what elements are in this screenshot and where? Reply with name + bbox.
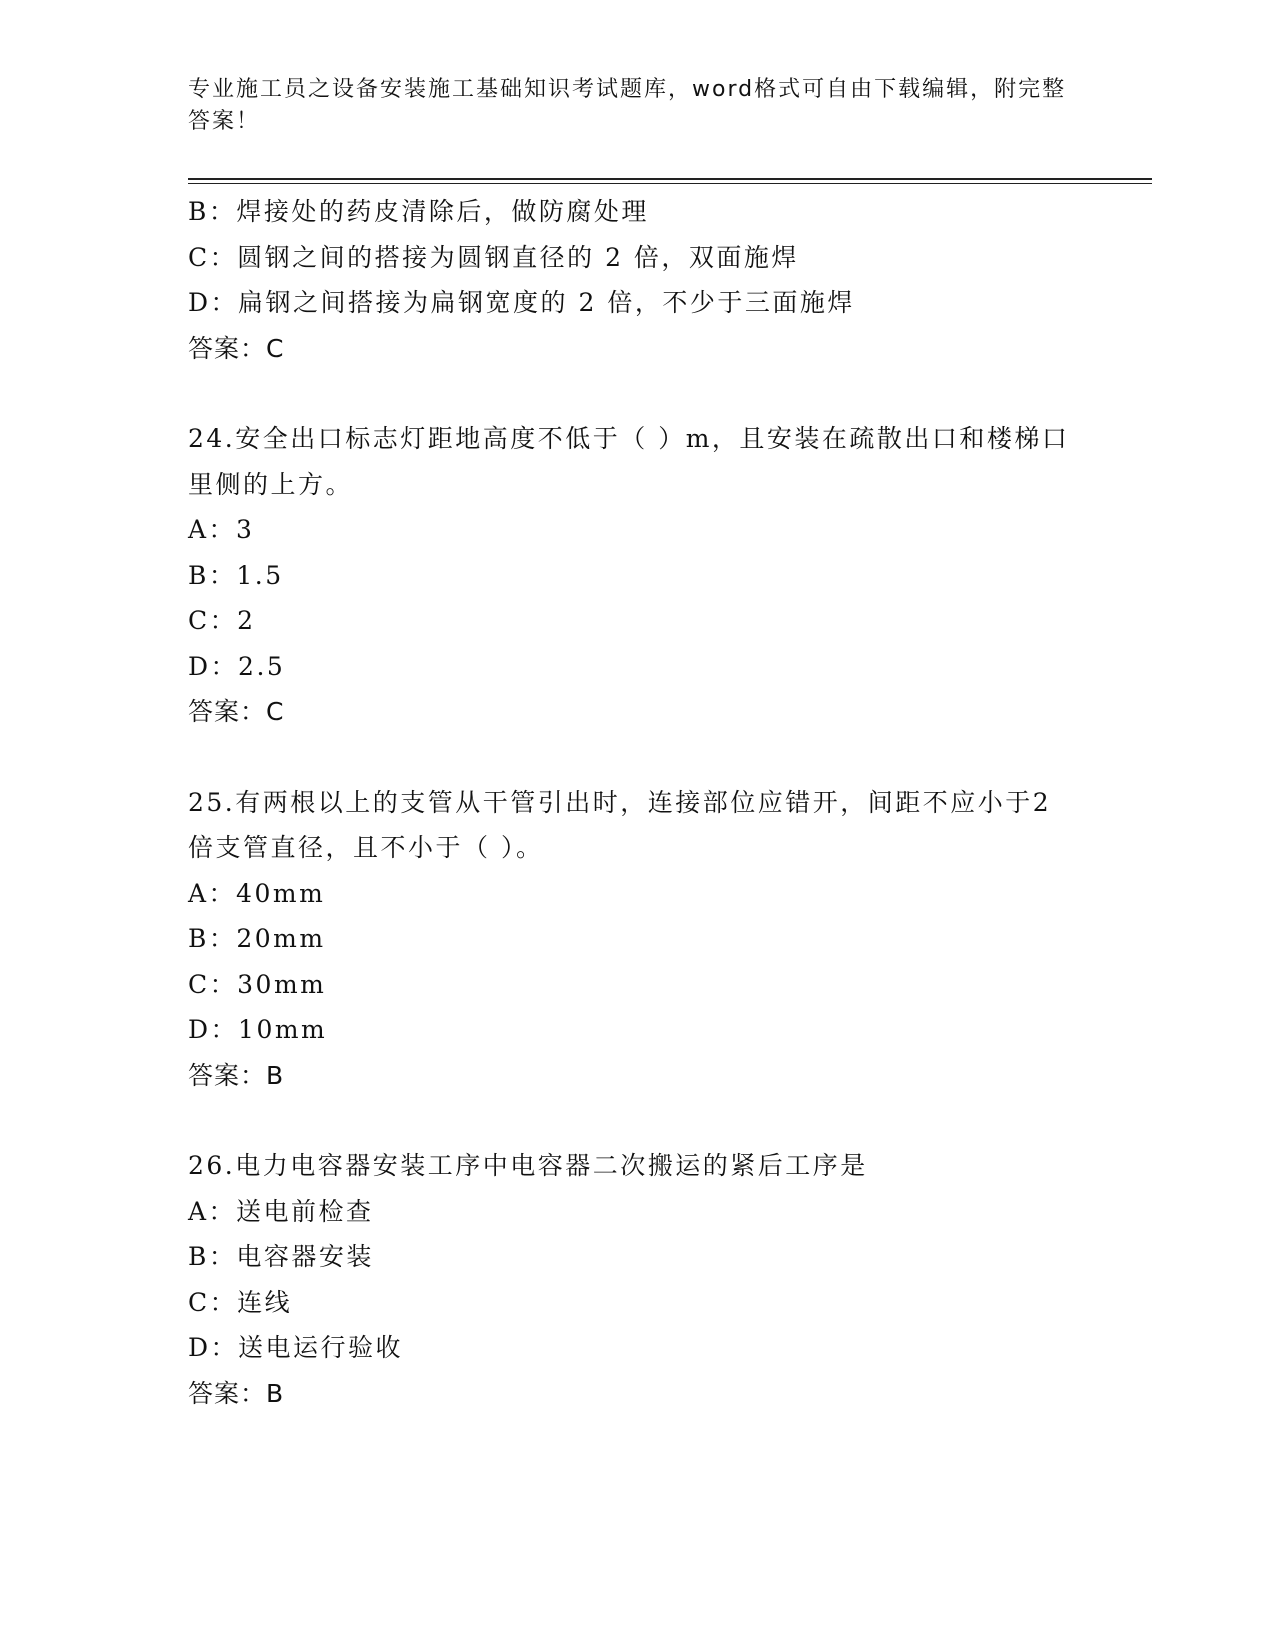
option-b: B：20mm — [188, 924, 326, 953]
answer-line: 答案：C — [188, 697, 285, 726]
spacer — [188, 1098, 1088, 1143]
option-d: D：2.5 — [188, 651, 286, 681]
answer-line: 答案：C — [188, 333, 285, 363]
option-b: B：电容器安装 — [188, 1242, 374, 1271]
option-a: A：送电前检查 — [188, 1196, 374, 1226]
option-c: C：圆钢之间的搭接为圆钢直径的 2 倍，双面施焊 — [188, 242, 799, 272]
question-24 — [188, 416, 1088, 735]
question-26 — [188, 1143, 1088, 1416]
spacer — [188, 371, 1088, 416]
option-b: B：1.5 — [188, 560, 284, 590]
question-stem: 26.电力电容器安装工序中电容器二次搬运的紧后工序是 — [188, 1151, 868, 1180]
option-a: A：40mm — [188, 878, 326, 908]
option-a: A：3 — [188, 515, 255, 544]
option-d: D：10mm — [188, 1015, 328, 1044]
header-rule-thick — [188, 178, 1152, 180]
option-c: C：30mm — [188, 969, 327, 999]
option-b: B：焊接处的药皮清除后，做防腐处理 — [188, 197, 649, 226]
option-c: C：连线 — [188, 1287, 293, 1317]
spacer — [188, 735, 1088, 780]
option-d: D：送电运行验收 — [188, 1333, 404, 1362]
option-c: C：2 — [188, 606, 256, 635]
question-stem: 24.安全出口标志灯距地高度不低于（ ）m，且安装在疏散出口和楼梯口里侧的上方。 — [188, 424, 1070, 499]
carryover-question — [188, 189, 1088, 371]
document-header: 专业施工员之设备安装施工基础知识考试题库，word格式可自由下载编辑，附完整答案！ — [188, 77, 1067, 134]
question-stem: 25.有两根以上的支管从干管引出时，连接部位应错开，间距不应小于2 倍支管直径，且不小于（ ）。 — [188, 787, 1052, 862]
header-rule-thin — [188, 183, 1152, 184]
option-d: D：扁钢之间搭接为扁钢宽度的 2 倍，不少于三面施焊 — [188, 288, 855, 317]
answer-line: 答案：B — [188, 1060, 285, 1090]
question-list — [188, 189, 1088, 1416]
question-25 — [188, 780, 1088, 1099]
answer-line: 答案：B — [188, 1378, 285, 1408]
